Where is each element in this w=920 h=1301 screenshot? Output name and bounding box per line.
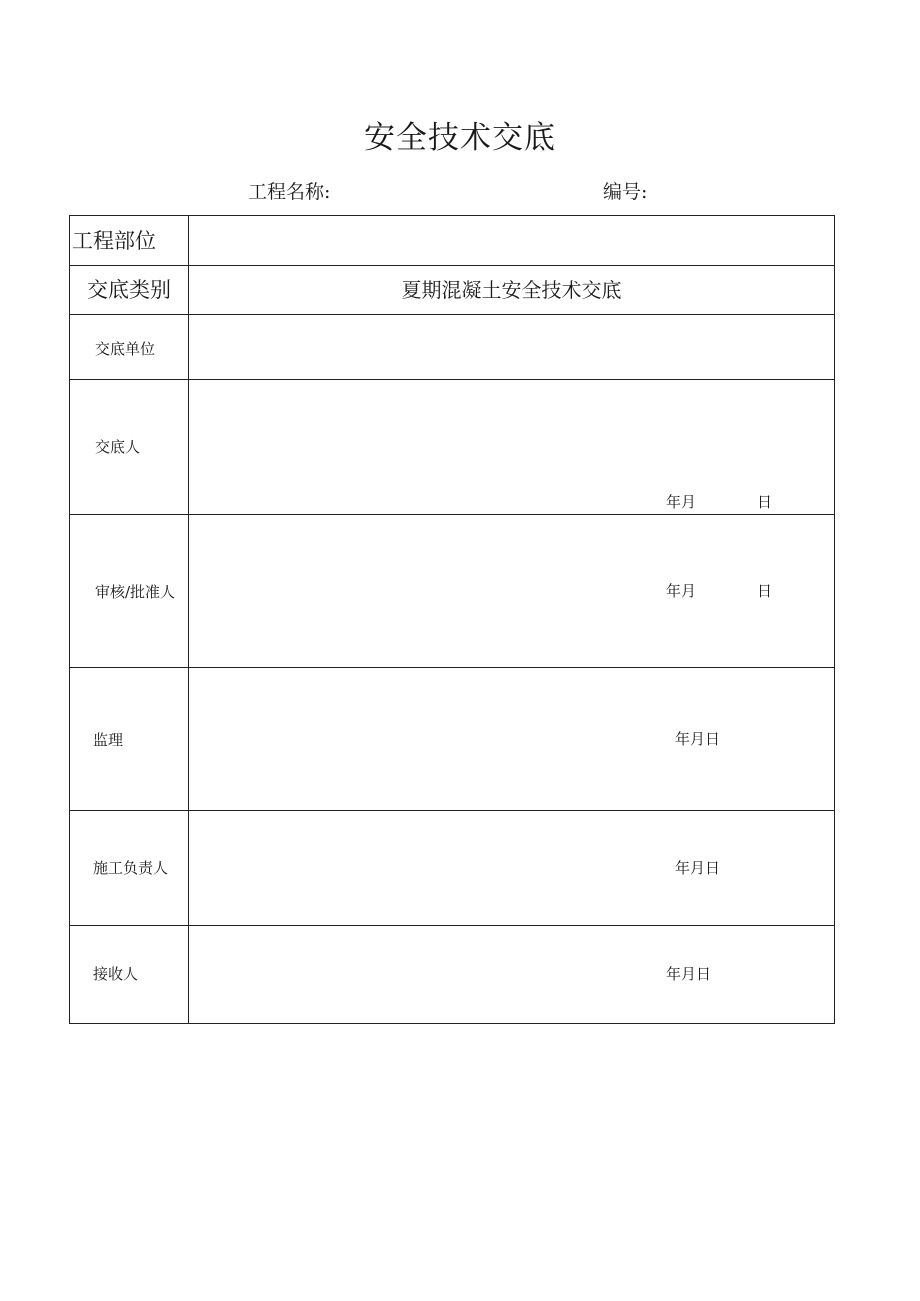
disclosure-type-label: 交底类别	[87, 278, 171, 302]
construction-lead-label: 施工负责人	[93, 859, 169, 877]
supervisor-label-cell	[70, 668, 189, 811]
construction-lead-label-cell	[70, 811, 189, 926]
disclosure-unit-label-cell	[70, 315, 189, 380]
receiver-signature-cell[interactable]	[189, 926, 835, 1024]
row-disclosure-type	[70, 266, 835, 315]
discloser-date-day: 日	[757, 493, 773, 511]
discloser-label-cell	[70, 380, 189, 515]
disclosure-type-value-cell[interactable]	[189, 266, 835, 315]
discloser-label: 交底人	[95, 438, 141, 456]
row-approver	[70, 515, 835, 668]
row-construction-lead	[70, 811, 835, 926]
approver-date-year-month: 年月	[666, 582, 697, 600]
discloser-signature-cell[interactable]	[189, 380, 835, 515]
construction-lead-date: 年月日	[675, 859, 721, 877]
disclosure-type-label-cell	[70, 266, 189, 315]
project-part-label-cell	[70, 216, 189, 266]
approver-label: 审核/批准人	[95, 583, 176, 601]
number-label: 编号:	[603, 181, 648, 203]
construction-lead-signature-cell[interactable]	[189, 811, 835, 926]
document-title: 安全技术交底	[364, 120, 556, 156]
disclosure-unit-value-cell[interactable]	[189, 315, 835, 380]
project-part-value-cell[interactable]	[189, 216, 835, 266]
receiver-label-cell	[70, 926, 189, 1024]
receiver-date: 年月日	[666, 965, 712, 983]
approver-signature-cell[interactable]	[189, 515, 835, 668]
supervisor-label: 监理	[93, 731, 124, 749]
disclosure-form-table	[69, 215, 835, 1024]
row-discloser	[70, 380, 835, 515]
row-supervisor	[70, 668, 835, 811]
approver-label-cell	[70, 515, 189, 668]
approver-date-day: 日	[757, 582, 773, 600]
row-receiver	[70, 926, 835, 1024]
row-disclosure-unit	[70, 315, 835, 380]
disclosure-type-value: 夏期混凝土安全技术交底	[401, 278, 622, 302]
discloser-date-year-month: 年月	[666, 493, 697, 511]
project-part-label: 工程部位	[72, 229, 156, 253]
project-name-label: 工程名称:	[248, 181, 331, 203]
row-project-part	[70, 216, 835, 266]
receiver-label: 接收人	[93, 965, 139, 983]
supervisor-date: 年月日	[675, 730, 721, 748]
disclosure-unit-label: 交底单位	[95, 340, 156, 358]
supervisor-signature-cell[interactable]	[189, 668, 835, 811]
